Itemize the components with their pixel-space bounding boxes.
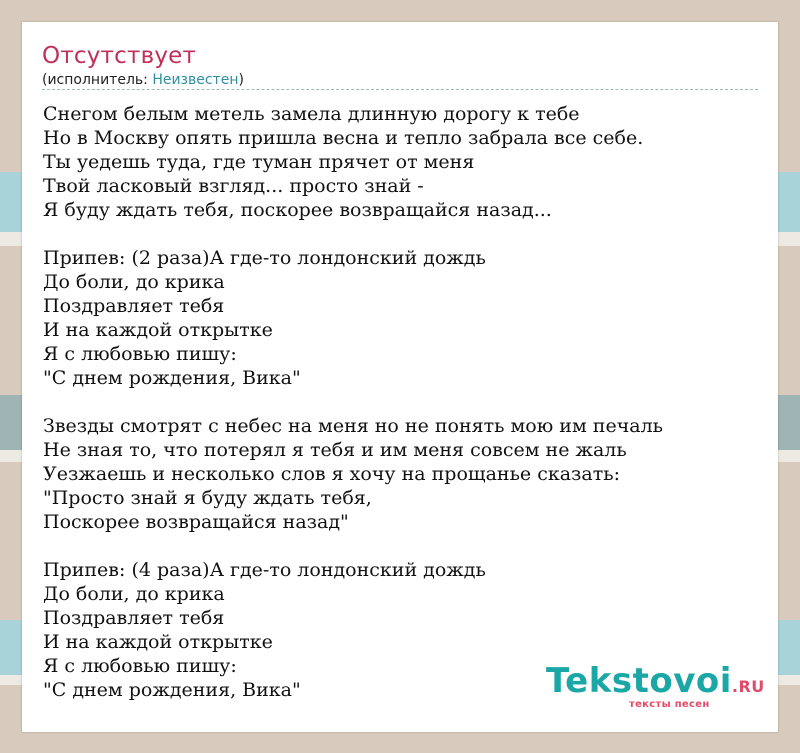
- lyric-line: Ты уедешь туда, где туман прячет от меня: [43, 151, 475, 173]
- lyric-line: Я с любовью пишу:: [43, 655, 237, 677]
- lyric-line: И на каждой открытке: [43, 631, 273, 653]
- lyric-line: Припев: (4 раза)А где-то лондонский дождь: [43, 559, 486, 581]
- lyric-line: [43, 222, 763, 246]
- lyric-line: [43, 390, 763, 414]
- lyric-line: Но в Москву опять пришла весна и тепло забрала все себе.: [43, 127, 644, 149]
- lyric-line: Поскорее возвращайся назад": [43, 511, 349, 533]
- lyric-line: До боли, до крика: [43, 583, 225, 605]
- lyric-line: Поздравляет тебя: [43, 607, 225, 629]
- performer-info: [42, 71, 244, 89]
- lyric-line: "С днем рождения, Вика": [43, 367, 301, 389]
- artist-link[interactable]: Неизвестен: [152, 72, 239, 88]
- logo-tld: .RU: [731, 677, 765, 696]
- lyric-line: Я с любовью пишу:: [43, 343, 237, 365]
- performer-suffix: ): [238, 72, 244, 88]
- lyric-line: Не зная то, что потерял я тебя и им меня совсем не жаль: [43, 439, 627, 461]
- lyrics-text: [43, 102, 763, 702]
- lyric-line: Уезжаешь и несколько слов я хочу на прощанье сказать:: [43, 463, 620, 485]
- lyric-line: Твой ласковый взгляд... просто знай -: [43, 175, 424, 197]
- lyrics-card: [22, 22, 778, 732]
- logo-name: Tekstovoi: [546, 661, 732, 701]
- lyric-line: И на каждой открытке: [43, 319, 273, 341]
- title-divider: [42, 89, 758, 90]
- lyric-line: Я буду ждать тебя, поскорее возвращайся назад...: [43, 199, 552, 221]
- logo-tagline: тексты песен: [629, 699, 710, 710]
- lyric-line: "Просто знай я буду ждать тебя,: [43, 487, 372, 509]
- site-logo[interactable]: [546, 661, 765, 710]
- lyric-line: Припев: (2 раза)А где-то лондонский дождь: [43, 247, 486, 269]
- lyric-line: Снегом белым метель замела длинную дорогу к тебе: [43, 103, 580, 125]
- lyric-line: До боли, до крика: [43, 271, 225, 293]
- song-title: Отсутствует: [42, 43, 197, 69]
- lyric-line: [43, 534, 763, 558]
- performer-prefix: (исполнитель:: [42, 72, 153, 88]
- lyric-line: Поздравляет тебя: [43, 295, 225, 317]
- lyric-line: "С днем рождения, Вика": [43, 679, 301, 701]
- lyric-line: Звезды смотрят с небес на меня но не понять мою им печаль: [43, 415, 663, 437]
